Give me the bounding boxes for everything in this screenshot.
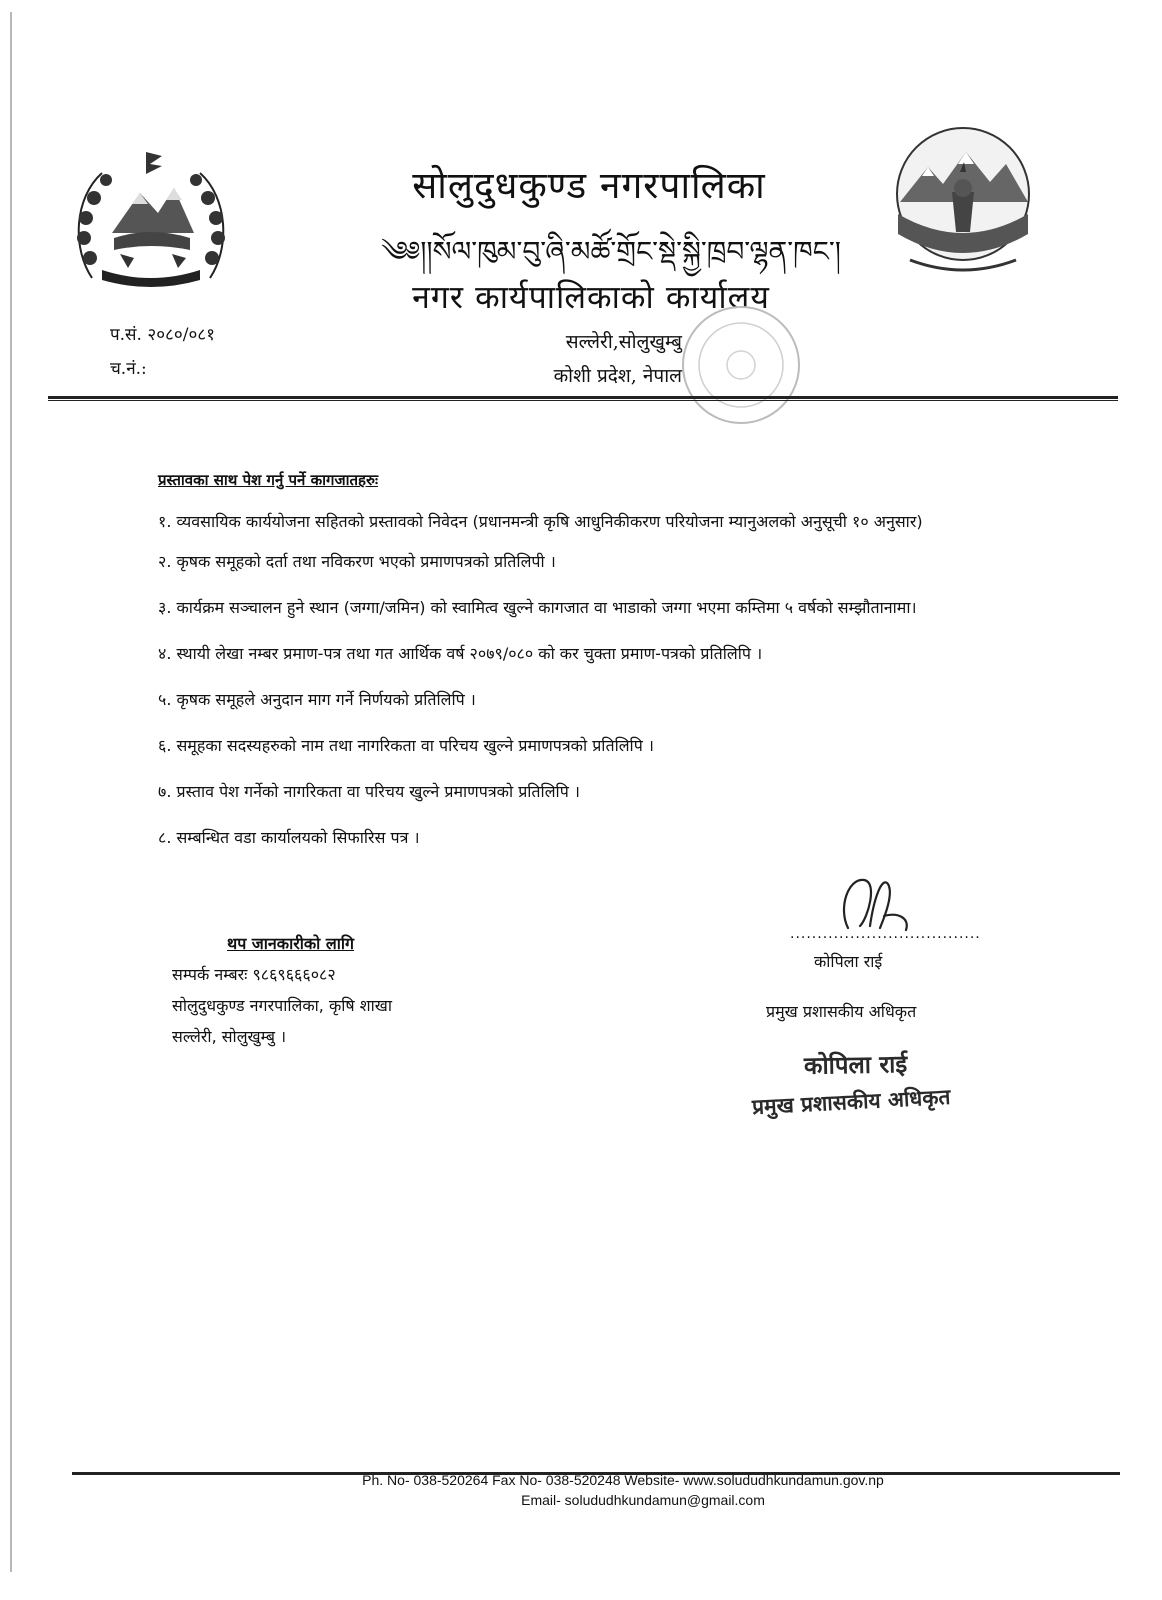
municipality-name-tibetan: ༄༅།།སོལ་ཁུམ་བུ་ཞི་མཚོ་གྲོང་སྡེ་སྐྱི་ཁྲབ་ལྷན་ཁང་།	[381, 235, 841, 268]
contact-phone: सम्पर्क नम्बरः ९८६९६६६०८२	[172, 965, 336, 984]
stamp-name: कोपिला राई	[803, 1049, 908, 1080]
list-item: ६. समूहका सदस्यहरुको नाम तथा नागरिकता वा परिचय खुल्ने प्रमाणपत्रको प्रतिलिपि ।	[158, 736, 654, 755]
contact-location: सल्लेरी, सोलुखुम्बु ।	[172, 1027, 287, 1046]
section-title: प्रस्तावका साथ पेश गर्नु पर्ने कागजातहरुः	[158, 471, 378, 489]
stamp-designation: प्रमुख प्रशासकीय अधिकृत	[751, 1083, 951, 1120]
list-item: ३. कार्यक्रम सञ्चालन हुने स्थान (जग्गा/जमिन) को स्वामित्व खुल्ने कागजात वा भाडाको जग्गा भएमा कम्तिमा ५ वर्षको सम्झौतानामा।	[158, 598, 917, 617]
signatory-designation: प्रमुख प्रशासकीय अधिकृत	[766, 1002, 917, 1021]
list-item: २. कृषक समूहको दर्ता तथा नविकरण भएको प्रमाणपत्रको प्रतिलिपी ।	[158, 552, 556, 571]
footer-email: Email- solududhkundamun@gmail.com	[521, 1492, 765, 1508]
list-item: ७. प्रस्ताव पेश गर्नेको नागरिकता वा परिचय खुल्ने प्रमाणपत्रको प्रतिलिपि ।	[158, 782, 580, 801]
reference-number: प.सं. २०८०/०८१	[110, 325, 215, 345]
header-divider	[48, 396, 1118, 401]
contact-block	[172, 928, 392, 1052]
list-item: ४. स्थायी लेखा नम्बर प्रमाण-पत्र तथा गत आर्थिक वर्ष २०७९/०८० को कर चुक्ता प्रमाण-पत्रको प्रतिलिपि ।	[158, 644, 763, 663]
address-line-1: सल्लेरी,सोलुखुम्बु	[565, 331, 682, 353]
office-seal-icon	[676, 300, 806, 430]
list-item: १. व्यवसायिक कार्ययोजना सहितको प्रस्तावको निवेदन (प्रधानमन्त्री कृषि आधुनिकीकरण परियोजना म्यानुअलको अनुसूची १० अनुसार)	[158, 512, 923, 531]
contact-title: थप जानकारीको लागि	[227, 934, 355, 953]
municipality-name: सोलुदुधकुण्ड नगरपालिका	[412, 164, 766, 207]
list-item: ५. कृषक समूहले अनुदान माग गर्ने निर्णयको प्रतिलिपि ।	[158, 690, 476, 709]
office-name: नगर कार्यपालिकाको कार्यालय	[412, 278, 770, 316]
contact-branch: सोलुदुधकुण्ड नगरपालिका, कृषि शाखा	[172, 996, 392, 1015]
document-list	[158, 510, 1058, 872]
signature-line: ...................................	[790, 926, 981, 942]
dispatch-number: च.नं.:	[110, 359, 147, 379]
address-line-2: कोशी प्रदेश, नेपाल	[553, 365, 682, 387]
footer-contact: Ph. No- 038-520264 Fax No- 038-520248 Website- www.solududhkundamun.gov.np	[362, 1472, 884, 1488]
signatory-name: कोपिला राई	[814, 952, 883, 971]
list-item: ८. सम्बन्धित वडा कार्यालयको सिफारिस पत्र ।	[158, 828, 420, 847]
